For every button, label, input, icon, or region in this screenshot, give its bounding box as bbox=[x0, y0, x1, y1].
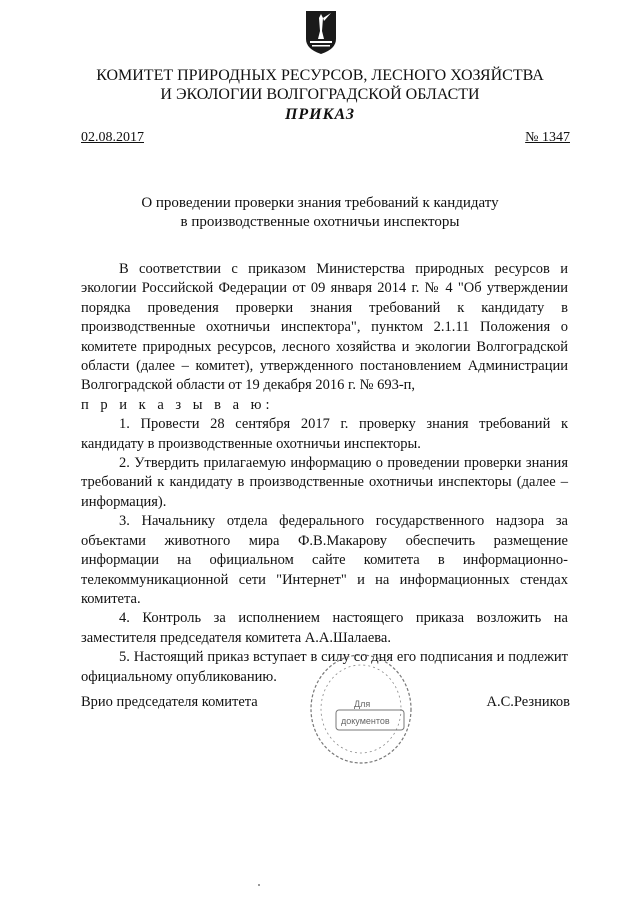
document-number: № 1347 bbox=[525, 130, 570, 145]
subject-line2: в производственные охотничьи инспекторы bbox=[180, 214, 460, 230]
coat-of-arms-icon bbox=[304, 9, 338, 55]
document-type: ПРИКАЗ bbox=[284, 106, 356, 123]
list-item: 2. Утвердить прилагаемую информацию о проведении проверки знания требований к кандидату в производственные охотничьи инспекторы (далее – информация). bbox=[81, 455, 568, 510]
list-item: 1. Провести 28 сентября 2017 г. проверку знания требований к кандидату в производственные охотничьи инспекторы. bbox=[81, 416, 568, 452]
document-date: 02.08.2017 bbox=[81, 130, 144, 145]
stamp-text-1: Для bbox=[354, 699, 371, 709]
subject-line1: О проведении проверки знания требований к кандидату bbox=[141, 195, 499, 211]
org-name-line1: КОМИТЕТ ПРИРОДНЫХ РЕСУРСОВ, ЛЕСНОГО ХОЗЯЙСТВА bbox=[96, 67, 544, 84]
document-body bbox=[81, 260, 568, 687]
org-name-line2: И ЭКОЛОГИИ ВОЛГОГРАДСКОЙ ОБЛАСТИ bbox=[160, 86, 480, 103]
list-item: 3. Начальнику отдела федерального государственного надзора за объектами животного мира Ф.В.Макарову обеспечить размещение информации на официальном сайте комитета в информационно-телекоммуникационной сети "Интернет" и на информационных стендах комитета. bbox=[81, 513, 568, 607]
scan-speck bbox=[258, 884, 260, 886]
signatory-name: А.С.Резников bbox=[486, 694, 570, 710]
stamp-text-2: документов bbox=[341, 716, 390, 726]
official-seal-icon bbox=[306, 650, 416, 768]
intro-paragraph: В соответствии с приказом Министерства природных ресурсов и экологии Российской Федерации от 09 января 2014 г. № 4 "Об утверждении порядка проведения проверки знания требований к кандидату в производственные охотничьи инспектора", пунктом 2.1.11 Положения о комитете природных ресурсов, лесного хозяйства и экологии Волгоградской области (далее – комитет), утвержденного постановлением Администрации Волгоградской области от 19 декабря 2016 г. № 693-п, bbox=[81, 261, 568, 394]
list-item: 4. Контроль за исполнением настоящего приказа возложить на заместителя председателя комитета А.А.Шалаева. bbox=[81, 610, 568, 646]
signatory-role: Врио председателя комитета bbox=[81, 694, 258, 710]
list-item: 5. Настоящий приказ вступает в силу со дня его подписания и подлежит официальному опубликованию. bbox=[81, 649, 568, 685]
order-word: п р и к а з ы в а ю: bbox=[81, 396, 274, 413]
